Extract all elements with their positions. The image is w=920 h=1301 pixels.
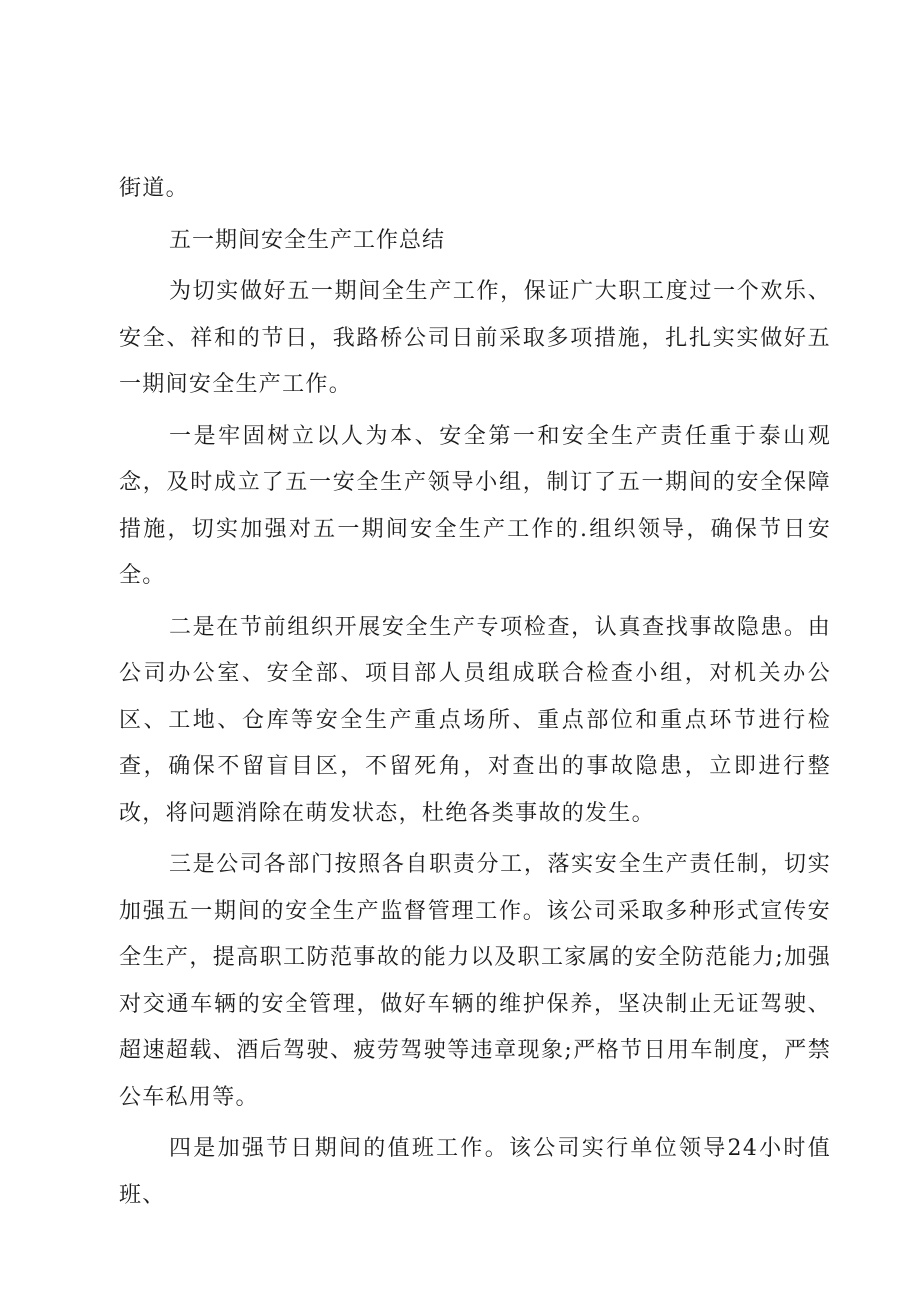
- section-title: 五一期间安全生产工作总结: [169, 227, 446, 253]
- paragraph-point-3: 三是公司各部门按照各自职责分工，落实安全生产责任制，切实加强五一期间的安全生产监督管理工作。该公司采取多种形式宣传安全生产，提高职工防范事故的能力以及职工家属的安全防范能力;加强对交通车辆的安全管理，做好车辆的维护保养，坚决制止无证驾驶、超速超载、酒后驾驶、疲劳驾驶等违章现象;严格节日用车制度，严禁公车私用等。: [119, 852, 831, 1110]
- paragraph-point-1: 一是牢固树立以人为本、安全第一和安全生产责任重于泰山观念，及时成立了五一安全生产领导小组，制订了五一期间的安全保障措施，切实加强对五一期间安全生产工作的.组织领导，确保节日安全。: [119, 423, 831, 588]
- paragraph-point-2: 二是在节前组织开展安全生产专项检查，认真查找事故隐患。由公司办公室、安全部、项目部人员组成联合检查小组，对机关办公区、工地、仓库等安全生产重点场所、重点部位和重点环节进行检查，确保不留盲目区，不留死角，对查出的事故隐患，立即进行整改，将问题消除在萌发状态，杜绝各类事故的发生。: [119, 614, 831, 826]
- paragraph-intro: 为切实做好五一期间全生产工作，保证广大职工度过一个欢乐、安全、祥和的节日，我路桥公司日前采取多项措施，扎扎实实做好五一期间安全生产工作。: [119, 279, 831, 397]
- paragraph-point-4: 四是加强节日期间的值班工作。该公司实行单位领导24小时值班、: [119, 1136, 831, 1208]
- document-body: [119, 166, 831, 1224]
- paragraph-continuation: 街道。: [119, 176, 189, 201]
